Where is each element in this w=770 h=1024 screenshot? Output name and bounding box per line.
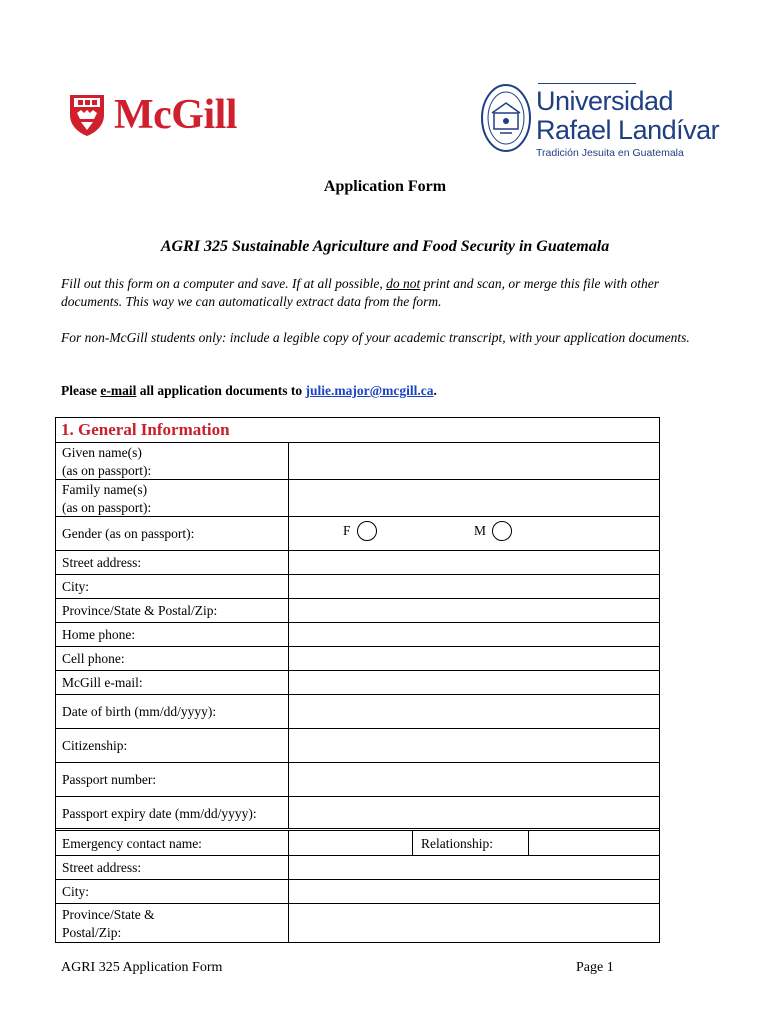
emergency-province-label xyxy=(56,904,289,942)
emergency-province-field[interactable] xyxy=(289,904,659,942)
mcgill-wordmark: McGill xyxy=(114,92,237,138)
given-name-label xyxy=(56,443,289,479)
passport-expiry-label: Passport expiry date (mm/dd/yyyy): xyxy=(56,797,289,828)
relationship-label: Relationship: xyxy=(412,831,529,855)
citizenship-label: Citizenship: xyxy=(56,729,289,762)
family-name-label-line2: (as on passport): xyxy=(62,500,152,515)
instr-text-1: Fill out this form on a computer and save. If at all possible, xyxy=(61,276,387,291)
family-name-field[interactable] xyxy=(289,480,659,516)
emergency-contact-row xyxy=(56,831,659,856)
dob-label: Date of birth (mm/dd/yyyy): xyxy=(56,695,289,728)
city-label: City: xyxy=(56,575,289,598)
given-name-label-line1: Given name(s) xyxy=(62,445,142,460)
street-label: Street address: xyxy=(56,551,289,574)
url-wordmark-line2: Rafael Landívar xyxy=(536,115,720,145)
transcript-note: For non-McGill students only: include a legible copy of your academic transcript, with your application documents. xyxy=(61,330,690,345)
footer-doc-name: AGRI 325 Application Form xyxy=(61,960,223,975)
emergency-province-row xyxy=(56,904,659,942)
email-field[interactable] xyxy=(289,671,659,694)
section-heading: 1. General Information xyxy=(56,418,659,443)
given-name-row xyxy=(56,443,659,480)
emergency-street-field[interactable] xyxy=(289,856,659,879)
instr-text-2: print and scan, or merge this file with other documents. This way we can automatically extract data from the form. xyxy=(61,276,659,309)
url-wordmark-line1: Universidad xyxy=(536,86,674,116)
gender-row xyxy=(56,517,659,551)
general-information-form xyxy=(55,417,660,943)
email-instr-text-1: Please xyxy=(61,383,101,398)
gender-m-label: M xyxy=(474,523,487,538)
gender-f-label: F xyxy=(343,523,351,538)
citizenship-field[interactable] xyxy=(289,729,659,762)
street-row xyxy=(56,551,659,575)
email-instr-text-2: all application documents to xyxy=(136,383,306,398)
email-row xyxy=(56,671,659,695)
city-row xyxy=(56,575,659,599)
cell-phone-row xyxy=(56,647,659,671)
citizenship-row xyxy=(56,729,659,763)
footer-page-number: Page 1 xyxy=(576,960,614,975)
street-field[interactable] xyxy=(289,551,659,574)
family-name-label xyxy=(56,480,289,516)
dob-field[interactable] xyxy=(289,695,659,728)
gender-option-m[interactable] xyxy=(474,521,512,541)
email-instr-underlined: e-mail xyxy=(100,383,137,398)
emergency-contact-label: Emergency contact name: xyxy=(56,831,289,855)
mcgill-logo xyxy=(68,93,237,137)
instr-do-not: do not xyxy=(386,276,421,291)
gender-option-f[interactable] xyxy=(343,521,377,541)
given-name-field[interactable] xyxy=(289,443,659,479)
logo-rule xyxy=(538,83,636,84)
home-phone-label: Home phone: xyxy=(56,623,289,646)
city-field[interactable] xyxy=(289,575,659,598)
province-field[interactable] xyxy=(289,599,659,622)
gender-label: Gender (as on passport): xyxy=(56,517,289,550)
gender-options xyxy=(289,517,659,550)
course-subtitle: AGRI 325 Sustainable Agriculture and Food Security in Guatemala xyxy=(160,238,610,255)
emergency-contact-field[interactable] xyxy=(289,831,412,855)
url-logo xyxy=(480,83,719,160)
cell-phone-field[interactable] xyxy=(289,647,659,670)
emergency-city-field[interactable] xyxy=(289,880,659,903)
emergency-province-line1: Province/State & xyxy=(62,907,155,922)
given-name-label-line2: (as on passport): xyxy=(62,463,152,478)
passport-row xyxy=(56,763,659,797)
relationship-field[interactable] xyxy=(529,831,659,855)
instructions-paragraph xyxy=(61,275,711,311)
gender-f-radio[interactable] xyxy=(357,521,377,541)
emergency-city-label: City: xyxy=(56,880,289,903)
passport-expiry-field[interactable] xyxy=(289,797,659,828)
email-instr-period: . xyxy=(433,383,437,398)
emergency-province-line2: Postal/Zip: xyxy=(62,925,122,940)
mcgill-crest-icon xyxy=(68,93,106,137)
emergency-street-label: Street address: xyxy=(56,856,289,879)
gender-m-radio[interactable] xyxy=(492,521,512,541)
home-phone-field[interactable] xyxy=(289,623,659,646)
province-row xyxy=(56,599,659,623)
dob-row xyxy=(56,695,659,729)
email-instructions xyxy=(61,382,711,400)
url-tagline: Tradición Jesuita en Guatemala xyxy=(536,147,684,159)
family-name-row xyxy=(56,480,659,517)
family-name-label-line1: Family name(s) xyxy=(62,482,148,497)
passport-expiry-row xyxy=(56,797,659,831)
contact-email-link[interactable]: julie.major@mcgill.ca xyxy=(305,383,434,398)
emergency-city-row xyxy=(56,880,659,904)
passport-field[interactable] xyxy=(289,763,659,796)
cell-phone-label: Cell phone: xyxy=(56,647,289,670)
page-title: Application Form xyxy=(323,178,447,195)
passport-label: Passport number: xyxy=(56,763,289,796)
home-phone-row xyxy=(56,623,659,647)
emergency-street-row xyxy=(56,856,659,880)
university-seal-icon xyxy=(480,83,532,153)
province-label: Province/State & Postal/Zip: xyxy=(56,599,289,622)
email-label: McGill e-mail: xyxy=(56,671,289,694)
